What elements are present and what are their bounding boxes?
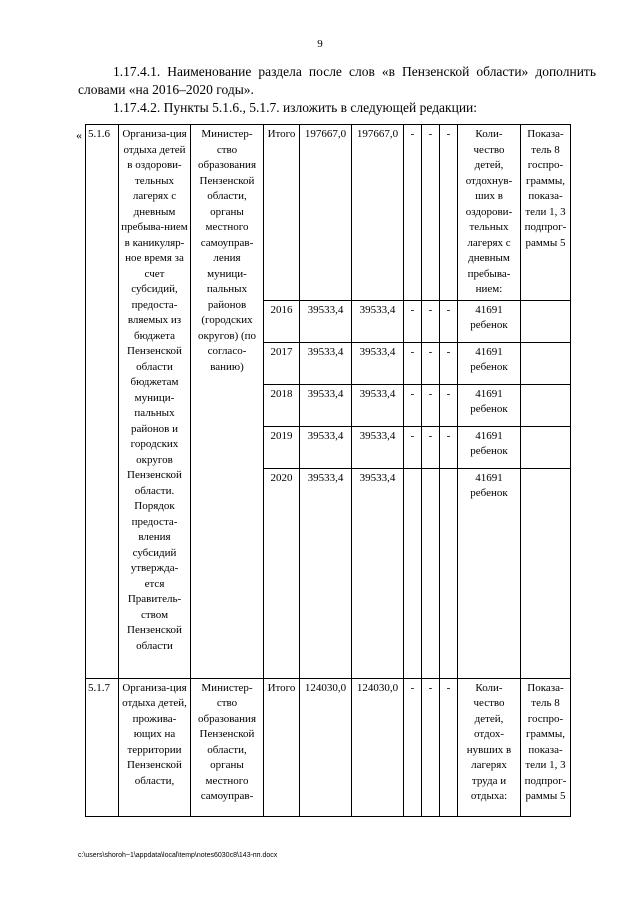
dash-cell: - xyxy=(422,125,440,301)
reference-cell xyxy=(521,342,571,384)
year-cell: 2018 xyxy=(264,384,300,426)
indicator-cell: 41691 ребенок xyxy=(458,342,521,384)
indicator-cell: 41691 ребенок xyxy=(458,300,521,342)
item-name: Организа-ция отдыха детей в оздорови-тельных лагерях с дневным пребыва-нием в каникуляр-ное время за счет субсидий, предоста-вляемых из бюджета Пензенской области бюджетам муници-пальных районов и городских округов Пензенской области. Порядок предоста-вления субсидий утвержда-ется Правитель-ством Пензенской области xyxy=(119,125,191,679)
year-cell: Итого xyxy=(264,125,300,301)
dash-cell: - xyxy=(404,426,422,468)
total-cell: 39533,4 xyxy=(300,426,352,468)
dash-cell xyxy=(422,468,440,678)
dash-cell xyxy=(404,468,422,678)
item-name: Организа-ция отдыха детей, прожива-ющих на территории Пензенской области, xyxy=(119,678,191,816)
year-cell: Итого xyxy=(264,678,300,816)
budget-cell: 124030,0 xyxy=(352,678,404,816)
dash-cell: - xyxy=(422,426,440,468)
item-executor: Министер-ство образования Пензенской области, органы местного самоуправ- xyxy=(191,678,264,816)
budget-cell: 39533,4 xyxy=(352,342,404,384)
item-number: 5.1.7 xyxy=(86,678,119,816)
reference-cell xyxy=(521,300,571,342)
dash-cell: - xyxy=(440,300,458,342)
page-number: 9 xyxy=(317,38,323,50)
reference-cell xyxy=(521,468,571,678)
budget-cell: 39533,4 xyxy=(352,300,404,342)
dash-cell: - xyxy=(440,384,458,426)
dash-cell: - xyxy=(404,384,422,426)
table-row xyxy=(86,125,571,301)
indicator-cell: 41691 ребенок xyxy=(458,468,521,678)
reference-cell: Показа-тель 8 госпро-граммы, показа-тели 1, 3 подпрог-раммы 5 xyxy=(521,678,571,816)
total-cell: 39533,4 xyxy=(300,300,352,342)
reference-cell: Показа-тель 8 госпро-граммы, показа-тели 1, 3 подпрог-раммы 5 xyxy=(521,125,571,301)
item-executor: Министер-ство образования Пензенской области, органы местного самоуправ-ления муници-пальных районов (городских округов) (по согласо-ванию) xyxy=(191,125,264,679)
budget-cell: 39533,4 xyxy=(352,384,404,426)
year-cell: 2017 xyxy=(264,342,300,384)
dash-cell: - xyxy=(422,300,440,342)
year-cell: 2020 xyxy=(264,468,300,678)
paragraph-1-17-4-1: 1.17.4.1. Наименование раздела после слов «в Пензенской области» дополнить словами «на 2016–2020 годы». xyxy=(78,64,596,97)
total-cell: 39533,4 xyxy=(300,384,352,426)
item-number: 5.1.6 xyxy=(86,125,119,679)
indicator-cell: Коли-чество детей, отдох-нувших в лагерях труда и отдыха: xyxy=(458,678,521,816)
year-cell: 2016 xyxy=(264,300,300,342)
dash-cell: - xyxy=(440,678,458,816)
budget-cell: 39533,4 xyxy=(352,468,404,678)
total-cell: 197667,0 xyxy=(300,125,352,301)
reference-cell xyxy=(521,426,571,468)
dash-cell: - xyxy=(440,125,458,301)
total-cell: 39533,4 xyxy=(300,342,352,384)
table-row xyxy=(86,678,571,816)
program-table xyxy=(85,124,571,817)
dash-cell: - xyxy=(404,300,422,342)
budget-cell: 197667,0 xyxy=(352,125,404,301)
paragraph-1-17-4-2: 1.17.4.2. Пункты 5.1.6., 5.1.7. изложить в следующей редакции: xyxy=(113,100,478,115)
dash-cell: - xyxy=(422,384,440,426)
dash-cell: - xyxy=(440,426,458,468)
total-cell: 39533,4 xyxy=(300,468,352,678)
indicator-cell: 41691 ребенок xyxy=(458,384,521,426)
total-cell: 124030,0 xyxy=(300,678,352,816)
year-cell: 2019 xyxy=(264,426,300,468)
dash-cell: - xyxy=(404,342,422,384)
dash-cell: - xyxy=(404,125,422,301)
budget-cell: 39533,4 xyxy=(352,426,404,468)
dash-cell: - xyxy=(404,678,422,816)
dash-cell: - xyxy=(422,342,440,384)
dash-cell: - xyxy=(422,678,440,816)
indicator-cell: Коли-чество детей, отдохнув-ших в оздорови-тельных лагерях с дневным пребыва-нием: xyxy=(458,125,521,301)
dash-cell xyxy=(440,468,458,678)
dash-cell: - xyxy=(440,342,458,384)
indicator-cell: 41691 ребенок xyxy=(458,426,521,468)
reference-cell xyxy=(521,384,571,426)
opening-quote: « xyxy=(76,128,82,142)
file-path-footer: c:\users\shoroh~1\appdata\local\temp\notes6030c8\143-пп.docx xyxy=(78,852,278,859)
